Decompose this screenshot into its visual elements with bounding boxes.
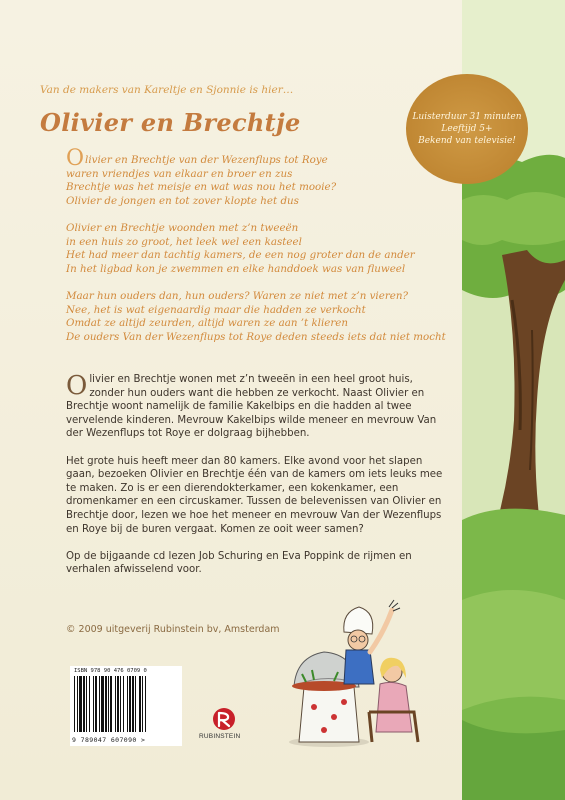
blurb-paragraph-2: Het grote huis heeft meer dan 80 kamers. Elke avond voor het slapen gaan, bezoeken Olivier en Brechtje één van de kamers om iets leuks mee te maken. Zo is er een dierendokterkamer, een kokenkamer, een dromenkamer en een circuskamer. Tussen de belevenissen van Olivier en Brechtje door, lezen we hoe het meneer en mevrouw Van der Wezenflups en Roye bij de buren vergaat. Komen ze ooit weer samen?	[66, 455, 443, 535]
barcode	[70, 666, 182, 746]
publisher-logo	[204, 705, 244, 735]
poem-line: In het ligbad kon je zwemmen en elke handdoek was van fluweel	[66, 262, 406, 275]
badge-tv: Bekend van televisie!	[418, 136, 516, 146]
blurb-dropcap: O	[66, 371, 88, 401]
publisher-name: RUBINSTEIN	[199, 733, 241, 740]
poem-line: in een huis zo groot, het leek wel een kasteel	[66, 235, 302, 248]
barcode-digits: 9 789047 607090 >	[72, 736, 146, 744]
poem-line: Nee, het is wat eigenaardig maar die hadden ze verkocht	[66, 303, 366, 316]
poem-dropcap: O	[66, 146, 85, 171]
book-title: Olivier en Brechtje	[40, 108, 301, 137]
poem-stanza-2	[66, 222, 446, 276]
poem-line: Olivier en Brechtje woonden met z’n tweeën	[66, 221, 299, 234]
poem-line: waren vriendjes van elkaar en broer en zus	[66, 167, 293, 180]
isbn-label: ISBN 978 90 476 0709 0	[74, 668, 147, 674]
blurb-paragraph-1: Olivier en Brechtje wonen met z’n tweeën in een heel groot huis, zonder hun ouders want die hebben ze verkocht. Naast Olivier en Brechtje woont namelijk de familie Kakelbips en die hadden al twee vervelende kinderen. Mevrouw Kakelbips wilde meneer en mevrouw Van der Wezenflups tot Roye er dolgraag bijhebben.	[66, 371, 437, 440]
poem-line: Omdat ze altijd zeurden, altijd waren ze aan ’t klieren	[66, 317, 349, 330]
poem-line: Brechtje was het meisje en wat was nou het mooie?	[66, 181, 337, 194]
badge-age: Leeftijd 5+	[441, 124, 493, 134]
blurb	[66, 373, 448, 591]
poem-stanza-3	[66, 290, 446, 344]
poem-line: Het had meer dan tachtig kamers, de een nog groter dan de ander	[66, 249, 415, 262]
poem	[66, 146, 446, 358]
poem-line: Olivier en Brechtje van der Wezenflups tot Roye	[66, 146, 328, 171]
tagline: Van de makers van Kareltje en Sjonnie is hier…	[40, 84, 294, 96]
poem-line: Maar hun ouders dan, hun ouders? Waren ze niet met z’n vieren?	[66, 289, 408, 302]
blurb-paragraph-3: Op de bijgaande cd lezen Job Schuring en Eva Poppink de rijmen en verhalen afwisselend voor.	[66, 550, 412, 576]
barcode-bars	[72, 676, 180, 734]
copyright-notice: © 2009 uitgeverij Rubinstein bv, Amsterdam	[66, 624, 280, 635]
poem-line: Olivier de jongen en tot zover klopte het dus	[66, 194, 299, 207]
badge-duration: Luisterduur 31 minuten	[412, 112, 522, 122]
poem-stanza-1	[66, 146, 446, 208]
chef-illustration	[284, 592, 434, 752]
poem-line: De ouders Van der Wezenflups tot Roye deden steeds iets dat niet mocht	[66, 330, 446, 343]
